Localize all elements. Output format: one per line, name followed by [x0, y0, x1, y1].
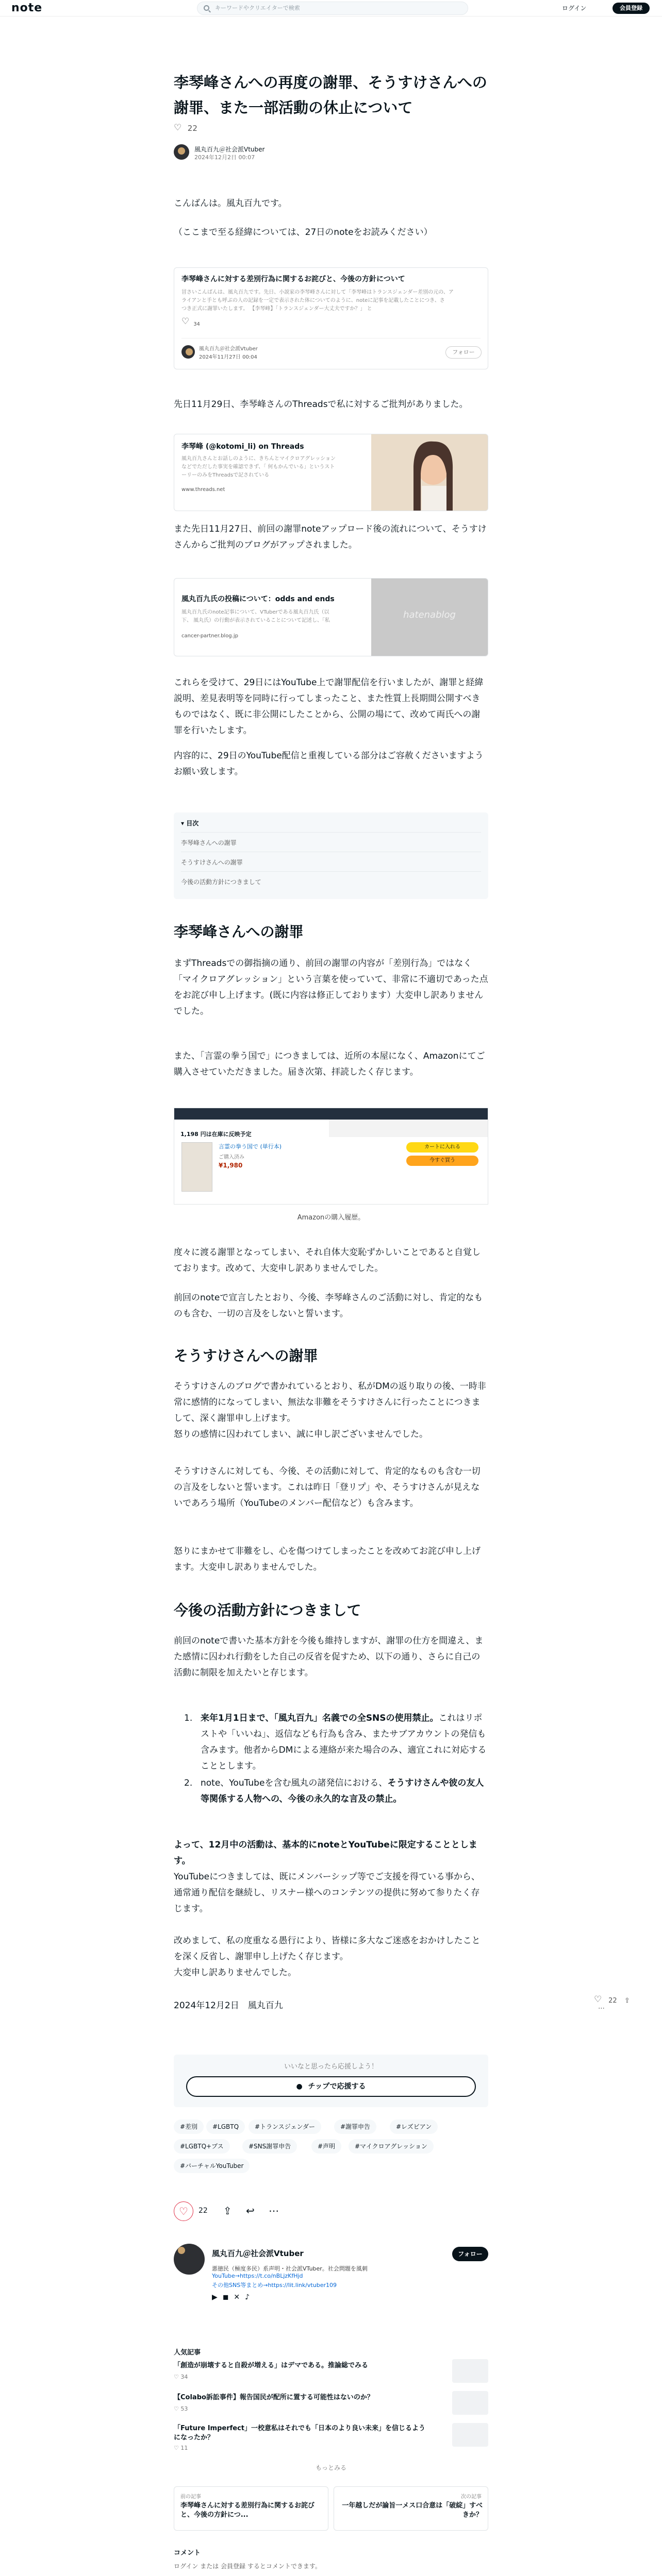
- share-icon[interactable]: ⇪: [223, 2205, 232, 2217]
- toc-item[interactable]: 今後の活動方針につきまして: [181, 878, 261, 886]
- embed-card-desc: ライアンと手とも呼ぶの人の記録を一定で表示された体についてのように、noteに記事を記載したことにつき、さ: [181, 298, 445, 303]
- embed-card-thumbnail: [371, 579, 488, 656]
- para-youtube-overlap: 内容的に、29日のYouTube配信と重複している部分はご容赦くださいますようお願い致します。: [174, 751, 484, 777]
- section-heading-policy: 今後の活動方針につきまして: [174, 1602, 361, 1619]
- tip-button-label: チップで応援する: [308, 2082, 366, 2091]
- hashtag-chip[interactable]: #バーチャルYouTuber: [174, 2159, 250, 2173]
- popular-likes: ♡ 53: [174, 2405, 188, 2412]
- list-text: [201, 1710, 488, 1774]
- toc-label[interactable]: ▾ 目次: [181, 815, 481, 833]
- hashtag-chip[interactable]: #マイクロアグレッション: [349, 2139, 434, 2154]
- hashtag-chip[interactable]: #謝罪申告: [334, 2120, 376, 2134]
- creator-youtube-link[interactable]: YouTube→https://t.co/nBLjzKfHjd: [212, 2273, 303, 2279]
- embed-card-link: www.threads.net: [181, 487, 225, 493]
- popular-thumb: [452, 2423, 488, 2447]
- author-name[interactable]: 風丸百九＠社会派Vtuber: [194, 146, 265, 153]
- comment-label: コメント: [174, 2549, 201, 2557]
- amazon-panel: [329, 1120, 488, 1137]
- embed-card-photo: [371, 434, 488, 511]
- popular-title: 「Future Imperfect」一校意私はそれでも「日本のより良い未来」を信じるようになったか？: [174, 2425, 426, 2442]
- embed-card-link: cancer-partner.blog.jp: [181, 633, 238, 639]
- amazon-item-status: ご購入済み: [219, 1155, 244, 1160]
- para-sosuke-1: そうすけさんのブログで書かれているとおり、私がDMの返り取りの後、一時非常に感情的になってしまい、無法な非難をそうすけさんに行ったことにつきまして、深く謝罪申し上げます。: [174, 1381, 486, 1423]
- toc-item[interactable]: 李琴峰さんへの謝罪: [181, 834, 481, 852]
- next-label: 次の記事: [461, 2494, 482, 2500]
- search-input[interactable]: [197, 2, 468, 15]
- heart-icon: [594, 1996, 602, 2004]
- popular-like-count: 34: [180, 2374, 188, 2380]
- hashtag-chip[interactable]: #トランスジェンダー: [249, 2120, 321, 2134]
- embed-card-likes: [181, 319, 200, 329]
- like-count: 22: [187, 124, 197, 133]
- amazon-header-bar: [174, 1108, 488, 1120]
- para-closing-1: 改めまして、私の度重なる愚行により、皆様に多大なご迷惑をおかけしたことを深く反省し、謝罪申し上げたく存じます。: [174, 1936, 481, 1962]
- amazon-buy-button: 今すぐ買う: [406, 1156, 478, 1166]
- embed-card-author: 風丸百九＠社会派Vtuber: [199, 346, 258, 352]
- para-sosuke-2: 怒りの感情に囚われてしまい、誠に申し訳ございませんでした。: [174, 1429, 428, 1439]
- floating-like-button[interactable]: [594, 1996, 640, 2012]
- heart-icon: [181, 319, 190, 327]
- embed-card-title: 李琴峰 (@kotomi_li) on Threads: [181, 443, 304, 451]
- support-panel: [174, 2055, 488, 2107]
- list-bold: 来年1月1日まで、「風丸百九」名義での全SNSの使用禁止。: [201, 1713, 439, 1723]
- embed-card-prev-note[interactable]: [174, 267, 488, 369]
- like-button[interactable]: ♡: [174, 2201, 193, 2221]
- policy-list-item: [174, 1775, 488, 1811]
- list-number: 2.: [184, 1778, 193, 1788]
- heart-icon: [174, 125, 182, 132]
- book-cover: [181, 1142, 212, 1192]
- list-rest: これはリポストや「いいね」、返信なども行為も含み、またサブアカウントの発信も含みます。他者からDMによる連絡が来た場合のみ、適宜これに対応することとします。: [201, 1713, 487, 1771]
- embed-card-like-count: 34: [193, 321, 200, 327]
- amazon-cart-button: カートに入れる: [406, 1142, 478, 1153]
- para-kotomi-4: 前回のnoteで宣言したとおり、今後、李琴峰さんのご活動に対し、肯定的なものも含む、一切の言及をしないと誓います。: [174, 1293, 483, 1319]
- follow-button[interactable]: フォロー: [452, 2247, 488, 2261]
- floating-like-count: 22: [608, 1997, 617, 2005]
- creator-social-icons[interactable]: ▶◼✕♪: [212, 2293, 255, 2301]
- list-pre: note、YouTubeを含む風丸の諸発信における、: [201, 1778, 388, 1788]
- prev-title: 李琴峰さんに対する差別行為に関するお詫びと、今後の方針につ...: [180, 2502, 315, 2519]
- more-icon[interactable]: ⋯: [269, 2205, 279, 2217]
- embed-follow-button[interactable]: フォロー: [445, 346, 482, 359]
- embed-card-desc: 風丸百九氏のnote記事について、VTuberである風丸百九氏（以: [181, 609, 329, 615]
- para-kotomi-1: まずThreadsでの御指摘の通り、前回の謝罪の内容が「差別行為」ではなく「マイクロアグレッション」という言葉を使っていて、非常に不適切であった点をお詫び申し上げます。(既に内容は修正しております）大変申し訳ありませんでした。: [174, 958, 488, 1016]
- avatar: [181, 345, 195, 359]
- note-logo[interactable]: note: [11, 2, 43, 14]
- avatar[interactable]: [174, 2244, 205, 2275]
- next-article-link[interactable]: [334, 2486, 488, 2531]
- popular-likes: ♡ 34: [174, 2374, 188, 2380]
- popular-thumb: [452, 2391, 488, 2415]
- para-policy-3: YouTubeにつきましては、既にメンバーシップ等でご支援を得ている事から、通常通り配信を継続し、リスナー様へのコンテンツの提供に努めて参りたく存じます。: [174, 1872, 480, 1914]
- intro-note: （ここまで至る経緯については、27日のnoteをお読みください）: [174, 227, 433, 238]
- list-text: [201, 1775, 488, 1807]
- reply-icon[interactable]: ↩: [246, 2205, 255, 2217]
- embed-card-blog[interactable]: [174, 578, 488, 656]
- table-of-contents: [174, 812, 488, 899]
- next-title: 一年越しだが論旨一メス口合意は「破綻」すべきか？: [342, 2502, 483, 2519]
- para-signature: 2024年12月2日 風丸百九: [174, 2001, 283, 2011]
- avatar[interactable]: [174, 144, 189, 160]
- support-label: いいなと思ったら応援しよう！: [284, 2063, 378, 2071]
- creator-bio: 悪徳民（極度多民）系声明・社会派VTuber。社会問題を風刺: [212, 2265, 368, 2272]
- amazon-screenshot: [174, 1108, 488, 1205]
- hashtag-chip[interactable]: #レズビアン: [390, 2120, 438, 2134]
- popular-label: 人気記事: [174, 2349, 201, 2357]
- hashtag-chip[interactable]: #LGBTQ+プス: [174, 2139, 230, 2154]
- amazon-item-price: ¥1,980: [219, 1162, 243, 1169]
- like-count-bottom: 22: [198, 2207, 208, 2215]
- comment-login-prompt[interactable]: ログイン または 会員登録 するとコメントできます。: [174, 2563, 321, 2570]
- hashtag-chip[interactable]: #声明: [311, 2139, 341, 2154]
- para-threads-critique: 先日11月29日、李琴峰さんのThreadsで私に対するご批判がありました。: [174, 399, 468, 410]
- section-heading-sosuke: そうすけさんへの謝罪: [174, 1347, 318, 1364]
- para-kotomi-2: また、「言霊の拳う国で」につきましては、近所の本屋になく、Amazonにてご購入させていただきました。届き次第、拝読したく存じます。: [174, 1051, 485, 1077]
- embed-card-desc: 下、 風丸氏）の行動が表示されていることについて記述し、「私: [181, 618, 330, 623]
- popular-title: 【Colabo訴訟事件】報告国民が配所に置する可能性はないのか？: [174, 2394, 374, 2401]
- section-heading-kotomi: 李琴峰さんへの謝罪: [174, 923, 304, 940]
- para-policy-1: 前回のnoteで書いた基本方針を今後も維持しますが、謝罪の仕方を間違え、また感情に囚われ行動をした自己の反省を促すため、以下の通り、さらに自己の活動に制限を加えたいと存じます。: [174, 1636, 484, 1678]
- list-number: 1.: [184, 1713, 193, 1723]
- hashtag-chip[interactable]: #差別: [174, 2120, 204, 2134]
- creator-litlink[interactable]: その他SNS等まとめ→https://lit.link/vtuber109: [212, 2282, 337, 2289]
- policy-list-item: [174, 1710, 488, 1772]
- para-kotomi-3: 度々に渡る謝罪となってしまい、それ自体大変恥ずかしいことであると自覚しております。改めて、大変申し訳ありませんでした。: [174, 1247, 481, 1274]
- login-link[interactable]: ログイン: [562, 5, 587, 12]
- hashtag-chip[interactable]: #SNS謝罪申告: [242, 2139, 297, 2154]
- share-icon[interactable]: ⇪: [624, 1997, 630, 2005]
- para-sosuke-4: 怒りにまかせて非難をし、心を傷つけてしまったことを改めてお詫び申し上げます。大変申し訳ありませんでした。: [174, 1546, 481, 1572]
- embed-card-desc: などでただした事実を確認できず、「 何もかんでいる」というスト: [181, 464, 335, 470]
- toc-item[interactable]: そうすけさんへの謝罪: [181, 854, 481, 872]
- more-popular-link[interactable]: もっとみる: [315, 2464, 346, 2471]
- tip-icon: ●: [296, 2082, 303, 2091]
- embed-card-threads[interactable]: [174, 434, 488, 511]
- para-sosuke-3: そうすけさんに対しても、今後、その活動に対して、肯定的なものも含む一切の言及をしないと誓います。これは昨日「登リプ」や、そうすけさんが見えないであろう場所（YouTubeのメンバー配信など）も含みます。: [174, 1466, 481, 1509]
- creator-profile: [174, 2244, 488, 2342]
- policy-bold: よって、12月中の活動は、基本的にnoteとYouTubeに限定することとします。: [174, 1840, 477, 1866]
- publish-date: 2024年12月2日 00:07: [194, 154, 255, 161]
- article-title: 李琴峰さんへの再度の謝罪、そうすけさんへの謝罪、また一部活動の休止について: [174, 74, 487, 116]
- action-bar: [174, 2199, 488, 2225]
- signup-button[interactable]: 会員登録: [613, 3, 650, 14]
- top-header: [0, 0, 662, 16]
- para-closing-2: 大変申し訳ありませんでした。: [174, 1968, 296, 1978]
- hashtag-chip[interactable]: #LGBTQ: [206, 2120, 245, 2134]
- creator-name[interactable]: 風丸百九＠社会派Vtuber: [212, 2249, 304, 2258]
- tip-button[interactable]: [186, 2076, 476, 2097]
- search-icon: [204, 5, 209, 11]
- embed-card-date: 2024年11月27日 00:04: [199, 354, 257, 360]
- popular-like-count: 53: [180, 2405, 188, 2412]
- like-count-top[interactable]: [174, 124, 197, 133]
- embed-card-title: 風丸百九氏の投稿について：odds and ends: [181, 595, 335, 603]
- popular-thumb: [452, 2359, 488, 2383]
- para-sosuke-blog: また先日11月27日、前回の謝罪noteアップロード後の流れについて、そうすけさんからご批判のブログがアップされました。: [174, 524, 487, 550]
- amazon-order-header: 1,198 円は在庫に反映予定: [180, 1131, 252, 1138]
- intro-greeting: こんばんは。風丸百九です。: [174, 198, 287, 209]
- embed-card-desc: 冒さいこんばんは、風丸百九です。先日、小説家の李琴峰さんに対して「李琴峰はトランスジェンダー差別の元の、ア: [181, 290, 454, 295]
- popular-like-count: 11: [180, 2445, 188, 2451]
- popular-likes: ♡ 11: [174, 2445, 188, 2451]
- portrait-illustration: [371, 434, 488, 511]
- amazon-item-title: 言霊の拳う国で (単行本): [219, 1143, 282, 1150]
- search-placeholder: キーワードやクリエイターで検索: [215, 5, 300, 11]
- thumbnail-label: hatenablog: [403, 609, 456, 620]
- prev-label: 前の記事: [180, 2494, 201, 2500]
- para-youtube-apology: これらを受けて、29日にはYouTube上で謝罪配信を行いましたが、謝罪と経緯説明、差見表明等を同時に行ってしまったこと、また性質上長期間公開すべきものではなく、既に非公開にしたことから、公開の場にて、改めて両氏への謝罪を行いたします。: [174, 677, 484, 736]
- popular-title: 「創造が崩壊すると自殺が増える」はデマである。推論総でみる: [174, 2362, 369, 2369]
- list-bold: そうすけさんや彼の友人等関係する人物への、今後の永久的な言及の禁止。: [201, 1778, 484, 1804]
- embed-card-title: 李琴峰さんに対する差別行為に関するお詫びと、今後の方針について: [181, 275, 405, 283]
- para-policy-2: [174, 1837, 488, 1869]
- prev-article-link[interactable]: [174, 2486, 328, 2531]
- figure-caption: Amazonの購入履歴。: [297, 1214, 365, 1222]
- embed-card-desc: 風丸百九さんとお話しのように、きちんとマイクロアグレッション: [181, 456, 336, 462]
- more-icon[interactable]: ⋯: [598, 2005, 605, 2012]
- embed-card-desc: つき正式に謝罪いたします。 【李琴峰】「トランスジェンダー大丈夫ですか？」 と: [181, 306, 372, 312]
- embed-card-desc: ーリーのみをThreadsで記されている: [181, 472, 270, 478]
